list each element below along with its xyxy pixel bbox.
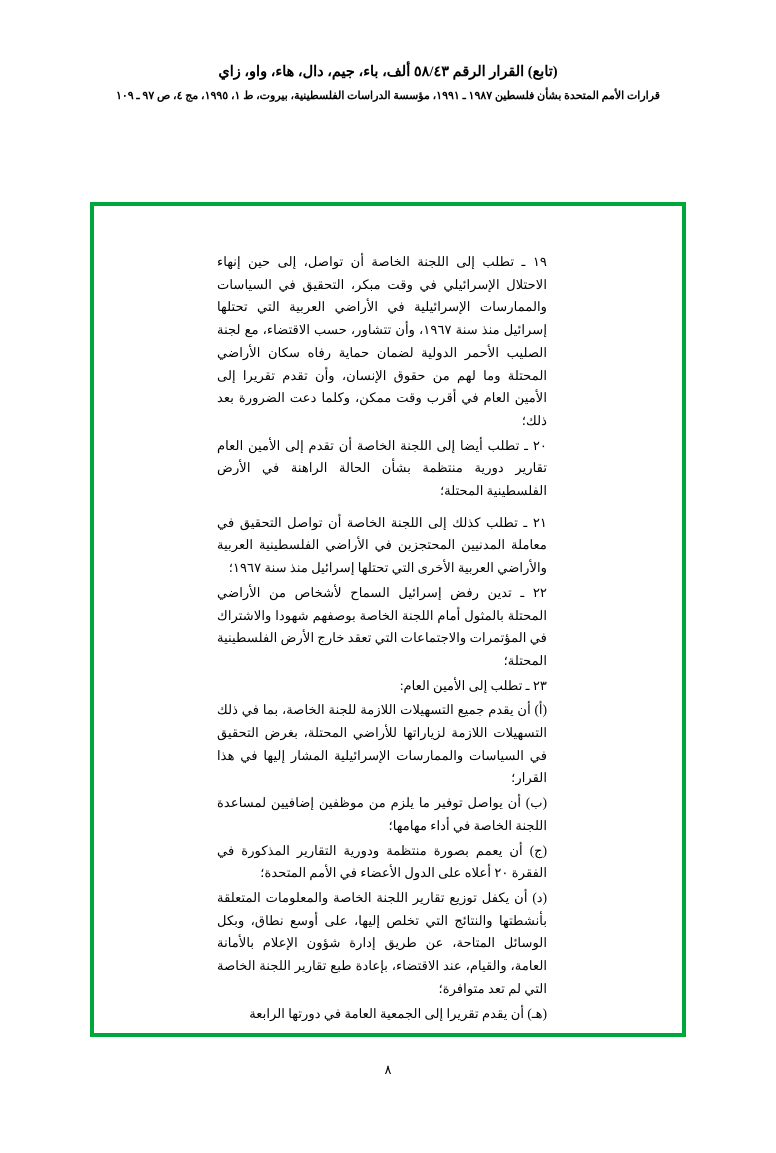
paragraph-21: ٢١ ـ تطلب كذلك إلى اللجنة الخاصة أن تواصل التحقيق في معاملة المدنيين المحتجزين في الأراضي الفلسطينية العربية والأراضي العربية الأخرى التي تحتلها إسرائيل منذ سنة ١٩٦٧؛ [217, 514, 547, 576]
paragraph-23a: (أ) أن يقدم جميع التسهيلات اللازمة للجنة الخاصة، بما في ذلك التسهيلات اللازمة لزياراتها للأراضي المحتلة، بغرض التحقيق في السياسات والممارسات الإسرائيلية المشار إليها في هذا القرار؛ [217, 702, 547, 786]
paragraph-22: ٢٢ ـ تدين رفض إسرائيل السماح لأشخاص من الأراضي المحتلة بالمثول أمام اللجنة الخاصة بوصفهم شهودا والاشتراك في المؤتمرات والاجتماعات التي تعقد خارج الأرض الفلسطينية المحتلة؛ [217, 584, 547, 668]
paragraph-23d: (د) أن يكفل توزيع تقارير اللجنة الخاصة والمعلومات المتعلقة بأنشطتها والنتائج التي تخلص إليها، على أوسع نطاق، وبكل الوسائل المتاحة، عن طريق إدارة شؤون الإعلام بالأمانة العامة، والقيام، عند الاقتضاء، بإعادة طبع تقارير اللجنة الخاصة التي لم تعد متوافرة؛ [217, 889, 547, 996]
paragraph-23: ٢٣ ـ تطلب إلى الأمين العام: [399, 677, 547, 693]
header-source-line: قرارات الأمم المتحدة بشأن فلسطين ١٩٨٧ ـ ١٩٩١، مؤسسة الدراسات الفلسطينية، بيروت، ط ١، ١٩٩٥، مج ٤، ص ٩٧ ـ ١٠٩ [115, 90, 661, 103]
page-header [0, 62, 776, 105]
content-frame [90, 202, 686, 1037]
paragraph-23b: (ب) أن يواصل توفير ما يلزم من موظفين إضافيين لمساعدة اللجنة الخاصة في أداء مهامها؛ [217, 795, 547, 833]
header-title: (تابع) القرار الرقم ٥٨/٤٣ ألف، باء، جيم، دال، هاء، واو، زاي [218, 64, 558, 80]
paragraph-19: ١٩ ـ تطلب إلى اللجنة الخاصة أن تواصل، إلى حين إنهاء الاحتلال الإسرائيلي في وقت مبكر، التحقيق في السياسات والممارسات الإسرائيلية في الأراضي العربية التي تحتلها إسرائيل منذ سنة ١٩٦٧، وأن تتشاور، حسب الاقتضاء، مع لجنة الصليب الأحمر الدولية لضمان حماية رفاه سكان الأراضي المحتلة وما لهم من حقوق الإنسان، وأن تقدم تقريرا إلى الأمين العام في أقرب وقت ممكن، وكلما دعت الضرورة بعد ذلك؛ [217, 254, 547, 428]
paragraph-23e: (هـ) أن يقدم تقريرا إلى الجمعية العامة في دورتها الرابعة [249, 1005, 547, 1021]
page-number: ٨ [384, 1062, 392, 1077]
paragraph-20: ٢٠ ـ تطلب أيضا إلى اللجنة الخاصة أن تقدم إلى الأمين العام تقارير دورية منتظمة بشأن الحالة الراهنة في الأرض الفلسطينية المحتلة؛ [217, 437, 547, 499]
document-page [0, 62, 776, 1153]
document-body [217, 251, 547, 1027]
paragraph-23c: (ج) أن يعمم بصورة منتظمة ودورية التقارير المذكورة في الفقرة ٢٠ أعلاه على الدول الأعضاء في الأمم المتحدة؛ [217, 842, 547, 881]
